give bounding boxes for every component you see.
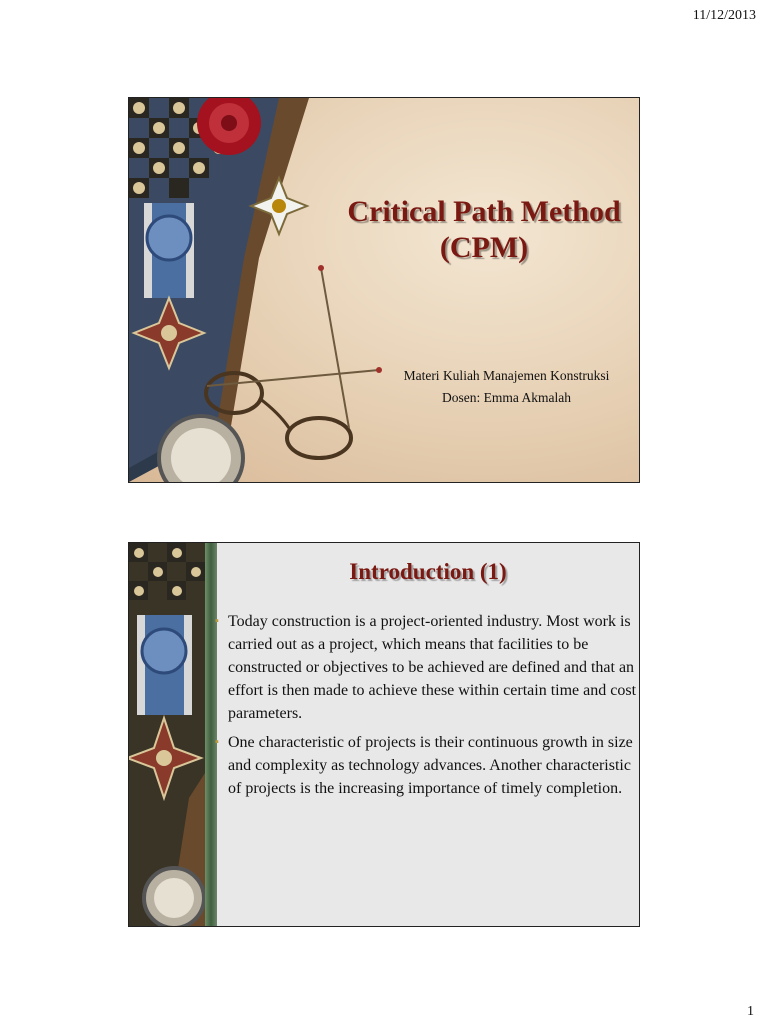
medals-strip-image	[129, 543, 205, 926]
title-line-2: (CPM)	[439, 231, 529, 264]
page-date: 11/12/2013	[692, 8, 756, 23]
lecturer-name: Dosen: Emma Akmalah	[442, 390, 571, 405]
slide-subtitle	[379, 365, 634, 409]
slide-heading: Introduction (1)	[349, 559, 507, 584]
slide-title-heading	[329, 194, 639, 266]
medals-and-glasses-photo	[129, 98, 459, 482]
page-number: 1	[747, 1004, 754, 1019]
list-item	[215, 731, 639, 800]
bullet-list	[215, 610, 639, 806]
slide-title	[128, 97, 640, 483]
list-item	[215, 610, 639, 725]
bullet-text: Today construction is a project-oriented industry. Most work is carried out as a project, which means that facilities to be constructed or objectives to be achieved are defined and that an effort is then made to achieve these within certain time and cost parameters.	[228, 613, 637, 722]
title-line-1: Critical Path Method	[347, 195, 621, 228]
bullet-icon: ▪	[215, 736, 219, 748]
bullet-icon: ▪	[215, 615, 219, 627]
bullet-text: One characteristic of projects is their continuous growth in size and complexity as technology advances. Another characteristic of projects is the increasing importance of timely completion.	[228, 734, 633, 797]
slide-introduction	[128, 542, 640, 927]
course-name: Materi Kuliah Manajemen Konstruksi	[403, 368, 610, 383]
